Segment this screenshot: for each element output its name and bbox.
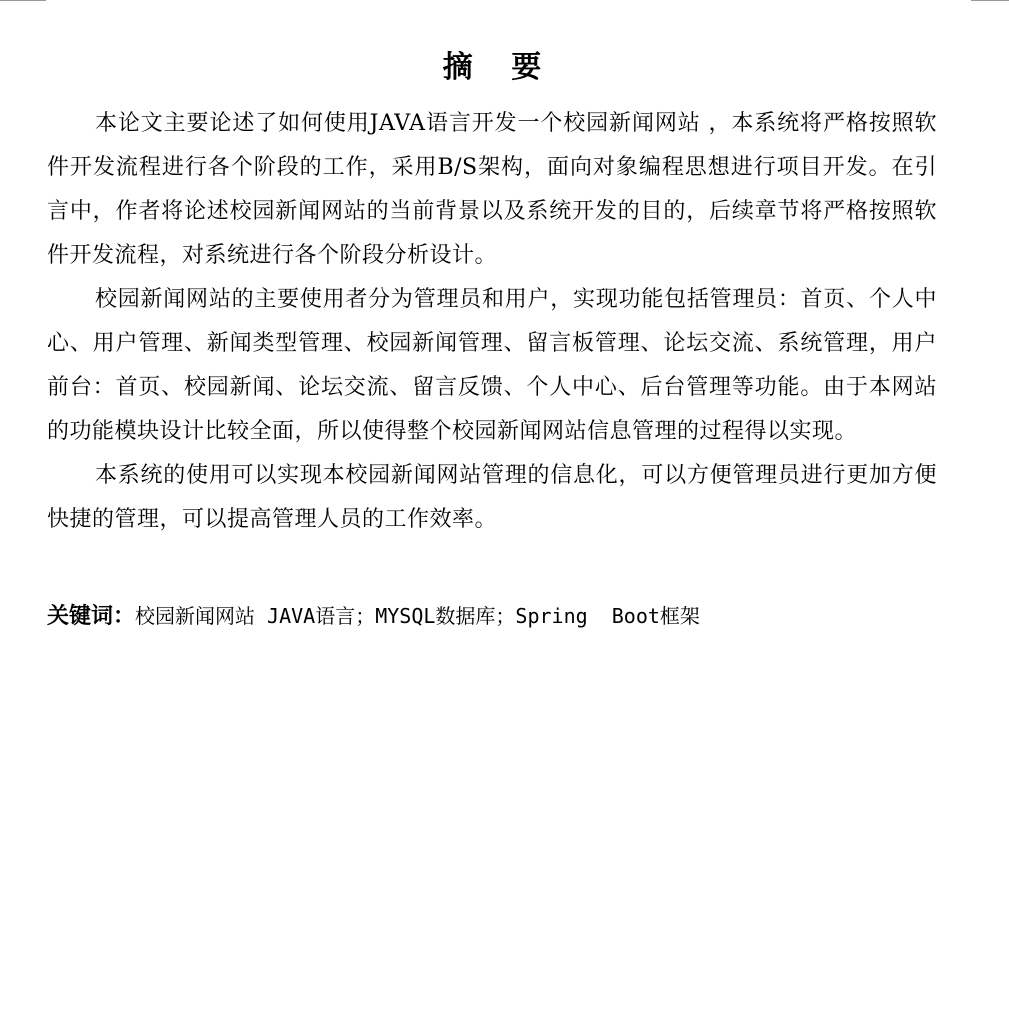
abstract-title: 摘 要 — [442, 50, 556, 85]
page-corner-mark-left — [0, 0, 46, 1]
page-corner-mark-right — [971, 0, 1009, 1]
keywords-line — [47, 594, 937, 639]
abstract-paragraph-1: 本论文主要论述了如何使用JAVA语言开发一个校园新闻网站 ，本系统将严格按照软件开发流程进行各个阶段的工作，采用B/S架构，面向对象编程思想进行项目开发。在引言中，作者将论述校园新闻网站的当前背景以及系统开发的目的，后续章节将严格按照软件开发流程，对系统进行各个阶段分析设计。 — [47, 111, 937, 268]
abstract-paragraph-3: 本系统的使用可以实现本校园新闻网站管理的信息化，可以方便管理员进行更加方便快捷的管理，可以提高管理人员的工作效率。 — [47, 463, 937, 532]
document-page — [47, 40, 937, 639]
keywords-text: 校园新闻网站 JAVA语言；MYSQL数据库；Spring Boot框架 — [135, 604, 700, 628]
keywords-label: 关键词： — [47, 604, 136, 629]
abstract-paragraph-2: 校园新闻网站的主要使用者分为管理员和用户，实现功能包括管理员：首页、个人中心、用户管理、新闻类型管理、校园新闻管理、留言板管理、论坛交流、系统管理，用户前台：首页、校园新闻、论坛交流、留言反馈、个人中心、后台管理等功能。由于本网站的功能模块设计比较全面，所以使得整个校园新闻网站信息管理的过程得以实现。 — [47, 287, 937, 444]
